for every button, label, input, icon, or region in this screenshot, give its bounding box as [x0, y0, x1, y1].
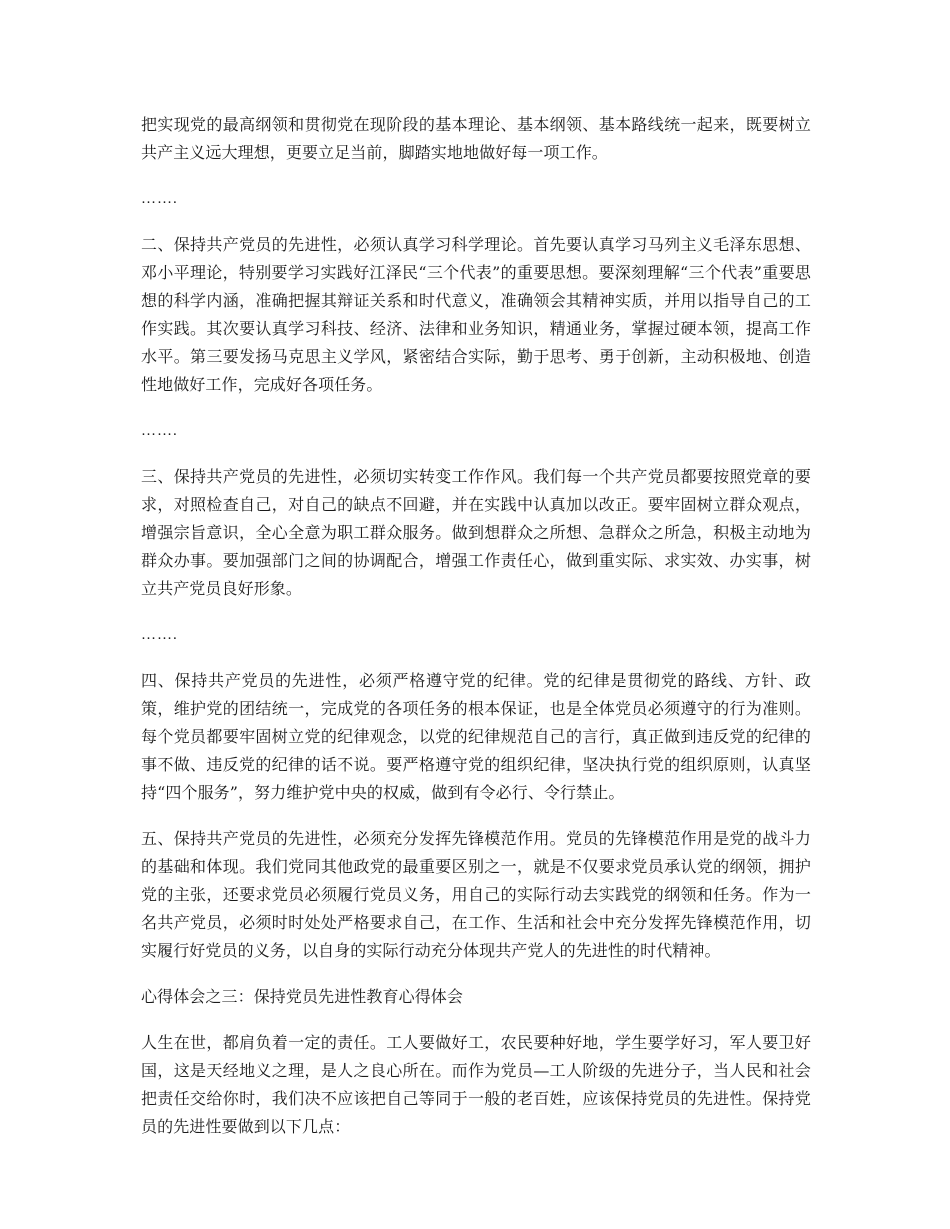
paragraph-section-4: 四、保持共产党员的先进性，必须严格遵守党的纪律。党的纪律是贯彻党的路线、方针、政策，维护党的团结统一，完成党的各项任务的根本保证，也是全体党员必须遵守的行为准则。每个党员都要牢固树立党的纪律观念，以党的纪律规范自己的言行，真正做到违反党的纪律的事不做、违反党的纪律的话不说。要严格遵守党的组织纪律，坚决执行党的组织原则，认真坚持“四个服务”，努力维护党中央的权威，做到有令必行、令行禁止。	[141, 671, 811, 802]
paragraph-section-3: 三、保持共产党员的先进性，必须切实转变工作作风。我们每一个共产党员都要按照党章的要求，对照检查自己，对自己的缺点不回避，并在实践中认真加以改正。要牢固树立群众观点，增强宗旨意识，全心全意为职工群众服务。做到想群众之所想、急群众之所急，积极主动地为群众办事。要加强部门之间的协调配合，增强工作责任心，做到重实际、求实效、办实事，树立共产党员良好形象。	[141, 467, 811, 598]
paragraph-intro: 把实现党的最高纲领和贯彻党在现阶段的基本理论、基本纲领、基本路线统一起来，既要树立共产主义远大理想，更要立足当前，脚踏实地地做好每一项工作。	[141, 115, 811, 162]
section-heading: 心得体会之三：保持党员先进性教育心得体会	[141, 987, 464, 1006]
paragraph-section-5: 五、保持共产党员的先进性，必须充分发挥先锋模范作用。党员的先锋模范作用是党的战斗力的基础和体现。我们党同其他政党的最重要区别之一，就是不仅要求党员承认党的纲领，拥护党的主张，还要求党员必须履行党员义务，用自己的实际行动去实践党的纲领和任务。作为一名共产党员，必须时时处处严格要求自己，在工作、生活和社会中充分发挥先锋模范作用，切实履行好党员的义务，以自身的实际行动充分体现共产党人的先进性的时代精神。	[141, 829, 811, 960]
ellipsis-separator: …….	[141, 627, 178, 643]
ellipsis-separator: …….	[141, 191, 178, 207]
paragraph-closing: 人生在世，都肩负着一定的责任。工人要做好工，农民要种好地，学生要学好习，军人要卫好国，这是天经地义之理，是人之良心所在。而作为党员—工人阶级的先进分子，当人民和社会把责任交给你时，我们决不应该把自己等同于一般的老百姓，应该保持党员的先进性。保持党员的先进性要做到以下几点：	[141, 1033, 811, 1136]
paragraph-section-2: 二、保持共产党员的先进性，必须认真学习科学理论。首先要认真学习马列主义毛泽东思想、邓小平理论，特别要学习实践好江泽民“三个代表”的重要思想。要深刻理解“三个代表”重要思想的科学内涵，准确把握其辩证关系和时代意义，准确领会其精神实质，并用以指导自己的工作实践。其次要认真学习科技、经济、法律和业务知识，精通业务，掌握过硬本领，提高工作水平。第三要发扬马克思主义学风，紧密结合实际，勤于思考、勇于创新，主动积极地、创造性地做好工作，完成好各项任务。	[141, 235, 811, 394]
ellipsis-separator: …….	[141, 423, 178, 439]
document-body	[141, 111, 811, 1159]
